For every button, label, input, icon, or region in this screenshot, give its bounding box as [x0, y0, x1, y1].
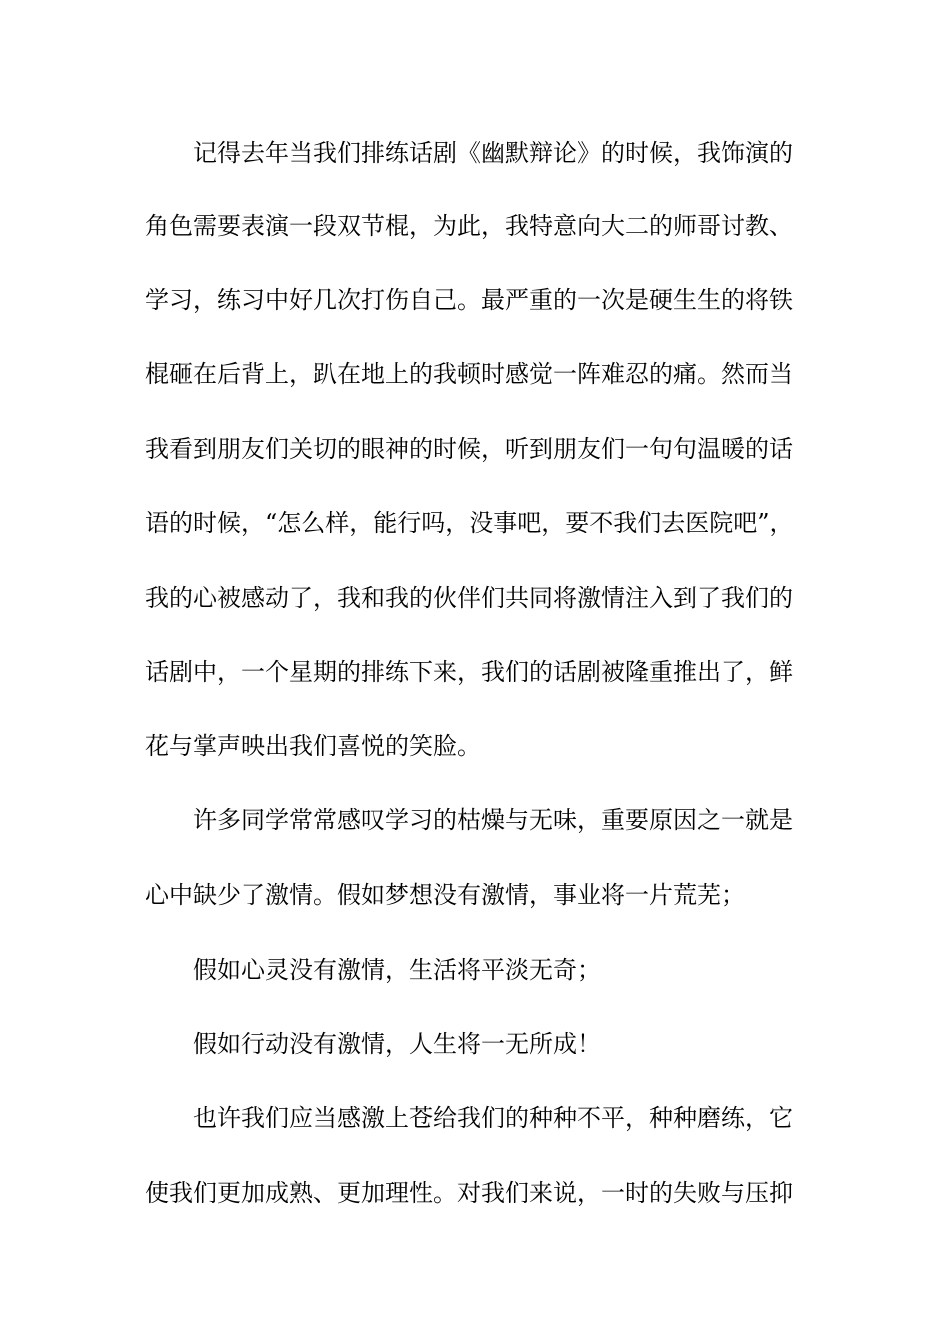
paragraph-1-line-5: 我看到朋友们关切的眼神的时候，听到朋友们一句句温暖的话 — [145, 435, 793, 463]
paragraph-1-line-1: 记得去年当我们排练话剧《幽默辩论》的时候，我饰演的 — [193, 139, 793, 167]
paragraph-1-line-2: 角色需要表演一段双节棍，为此，我特意向大二的师哥讨教、 — [145, 212, 793, 240]
paragraph-3-line-1: 假如心灵没有激情，生活将平淡无奇； — [193, 956, 601, 984]
paragraph-1-line-7: 我的心被感动了，我和我的伙伴们共同将激情注入到了我们的 — [145, 584, 793, 612]
paragraph-5-line-2: 使我们更加成熟、更加理性。对我们来说，一时的失败与压抑 — [145, 1179, 793, 1207]
paragraph-2-line-2: 心中缺少了激情。假如梦想没有激情，事业将一片荒芜； — [145, 881, 745, 909]
paragraph-4-line-1: 假如行动没有激情，人生将一无所成！ — [193, 1030, 601, 1058]
paragraph-1-line-8: 话剧中，一个星期的排练下来，我们的话剧被隆重推出了，鲜 — [145, 658, 793, 686]
paragraph-1-line-3: 学习，练习中好几次打伤自己。最严重的一次是硬生生的将铁 — [145, 286, 793, 314]
paragraph-1-line-4: 棍砸在后背上，趴在地上的我顿时感觉一阵难忍的痛。然而当 — [145, 360, 793, 388]
paragraph-1-line-6: 语的时候，“怎么样，能行吗，没事吧，要不我们去医院吧”， — [145, 509, 794, 537]
paragraph-1-line-9: 花与掌声映出我们喜悦的笑脸。 — [145, 732, 481, 760]
paragraph-2-line-1: 许多同学常常感叹学习的枯燥与无味，重要原因之一就是 — [193, 806, 793, 834]
paragraph-5-line-1: 也许我们应当感激上苍给我们的种种不平，种种磨练，它 — [193, 1104, 793, 1132]
